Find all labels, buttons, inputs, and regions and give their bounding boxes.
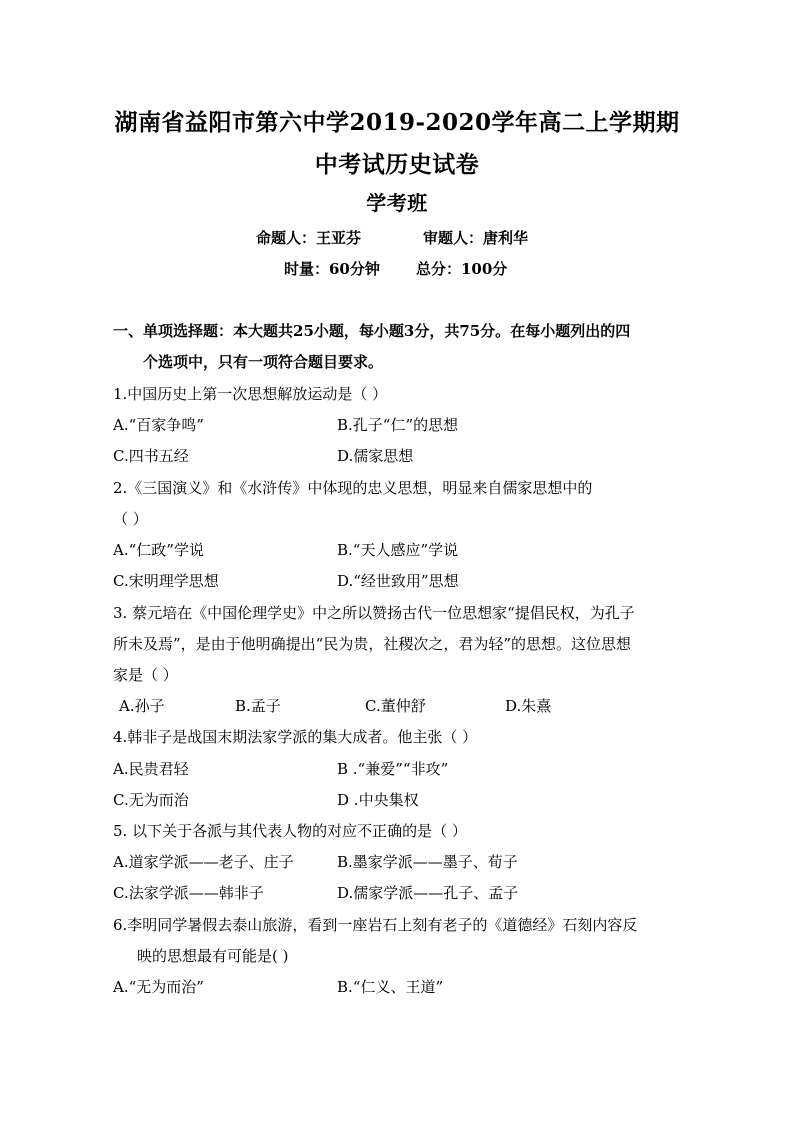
question-3-option-b: B.孟子 [235,697,281,715]
exam-time: 时量：60分钟 [284,260,380,278]
question-5-stem: 5. 以下关于各派与其代表人物的对应不正确的是（ ） [113,822,467,840]
section-instruction-line1: 一、单项选择题：本大题共25小题，每小题3分，共75分。在每小题列出的四 [113,322,631,340]
question-5-option-b: B.墨家学派——墨子、荀子 [337,853,518,871]
question-1-option-d: D.儒家思想 [337,447,414,465]
question-6-stem-line2: 映的思想最有可能是( ) [137,947,289,965]
question-6-option-a: A.“无为而治” [113,978,204,996]
question-4-option-b: B .“兼爱”“非攻” [337,760,449,778]
question-1-option-b: B.孔子“仁”的思想 [337,416,459,434]
question-4-option-c: C.无为而治 [113,791,189,809]
question-2-option-d: D.“经世致用”思想 [337,572,459,590]
question-3-stem-line2: 所未及焉”，是由于他明确提出“民为贵，社稷次之，君为轻”的思想。这位思想 [113,635,632,653]
class-name: 学考班 [366,191,428,215]
question-2-stem-line2: （ ） [113,510,148,528]
question-5-option-a: A.道家学派——老子、庄子 [113,853,294,871]
question-6-stem-line1: 6.李明同学暑假去泰山旅游，看到一座岩石上刻有老子的《道德经》石刻内容反 [113,916,638,934]
question-setter: 命题人：王亚芬 [256,229,362,247]
question-1-stem: 1.中国历史上第一次思想解放运动是（ ） [113,385,388,403]
question-2-stem-line1: 2.《三国演义》和《水浒传》中体现的忠义思想，明显来自儒家思想中的 [113,479,593,497]
question-3-option-c: C.董仲舒 [365,697,426,715]
question-2-option-c: C.宋明理学思想 [113,572,219,590]
question-1-option-a: A.“百家争鸣” [113,416,204,434]
question-6-option-b: B.“仁义、王道” [337,978,444,996]
question-1-option-c: C.四书五经 [113,447,189,465]
question-4-option-a: A.民贵君轻 [113,760,189,778]
question-5-option-d: D.儒家学派——孔子、孟子 [337,884,519,902]
question-5-option-c: C.法家学派——韩非子 [113,884,264,902]
question-4-option-d: D .中央集权 [337,791,419,809]
question-2-option-b: B.“天人感应”学说 [337,541,459,559]
exam-title-line2: 中考试历史试卷 [314,151,480,178]
section-instruction-line2: 个选项中，只有一项符合题目要求。 [143,353,384,371]
question-2-option-a: A.“仁政”学说 [113,541,204,559]
question-reviewer: 审题人：唐利华 [423,229,529,247]
question-4-stem: 4.韩非子是战国末期法家学派的集大成者。他主张（ ） [113,728,478,746]
question-3-option-d: D.朱熹 [505,697,552,715]
question-3-stem-line3: 家是（ ） [113,666,178,684]
question-3-option-a: A.孙子 [119,697,165,715]
question-3-stem-line1: 3. 蔡元培在《中国伦理学史》中之所以赞扬古代一位思想家“提倡民权，为孔子 [113,604,635,622]
total-score: 总分：100分 [416,260,508,278]
exam-title-line1: 湖南省益阳市第六中学2019-2020学年高二上学期期 [114,109,680,136]
